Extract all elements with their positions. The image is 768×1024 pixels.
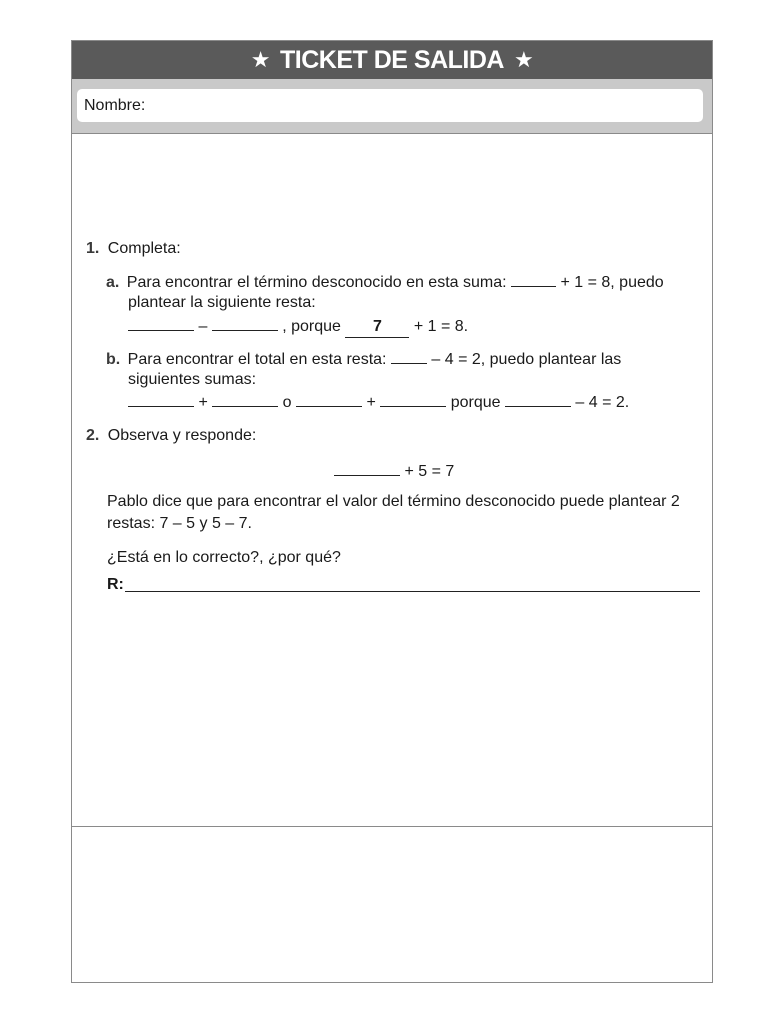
item-1b-line2: siguientes sumas: (128, 371, 257, 388)
ticket-title: TICKET DE SALIDA (280, 45, 504, 74)
given-value: 7 (345, 317, 409, 338)
answer-blank[interactable] (128, 315, 194, 331)
item-text: – 4 = 2, puedo plantear las (426, 351, 622, 368)
bottom-blank-area (72, 827, 712, 982)
answer-blank[interactable] (505, 391, 571, 407)
item-text: o (278, 394, 297, 411)
answer-blank[interactable] (334, 460, 400, 476)
answer-blank[interactable] (128, 391, 194, 407)
item-text: + (362, 394, 381, 411)
name-label: Nombre: (84, 96, 146, 114)
name-field[interactable] (77, 89, 703, 122)
item-letter: b. (106, 351, 121, 368)
item-text: + (194, 394, 213, 411)
question-number: 1. (86, 240, 100, 257)
item-text: – 4 = 2. (570, 394, 630, 411)
answer-blank[interactable] (380, 391, 446, 407)
item-text: Para encontrar el término desconocido en esta suma: (126, 274, 512, 291)
answer-blank[interactable] (296, 391, 362, 407)
question-prompt: Completa: (107, 240, 181, 257)
item-1b-line3 (128, 391, 629, 413)
statement-line-1: Pablo dice que para encontrar el valor del término desconocido puede plantear 2 (107, 493, 680, 510)
item-text: + 1 = 8, puedo (556, 274, 664, 291)
questions-area (72, 134, 712, 827)
answer-line[interactable] (125, 591, 700, 592)
ticket-header (72, 41, 712, 79)
item-text: porque (446, 394, 505, 411)
statement-line-2: restas: 7 – 5 y 5 – 7. (107, 515, 252, 532)
answer-blank[interactable] (391, 348, 427, 364)
star-icon: ★ (250, 47, 271, 72)
item-text: , porque (277, 318, 346, 335)
name-band (72, 79, 712, 134)
item-1a-line1 (106, 271, 664, 293)
item-1a-line2: plantear la siguiente resta: (128, 294, 316, 311)
item-text: Para encontrar el total en esta resta: (127, 351, 391, 368)
question-text: ¿Está en lo correcto?, ¿por qué? (107, 549, 341, 566)
item-1a-line3 (128, 315, 468, 338)
question-1-header (86, 239, 181, 259)
question-number: 2. (86, 427, 100, 444)
item-1b-line1 (106, 348, 621, 370)
question-prompt: Observa y responde: (107, 427, 257, 444)
answer-label: R: (107, 576, 124, 593)
answer-blank[interactable] (212, 391, 278, 407)
question-2-header (86, 426, 256, 446)
answer-blank[interactable] (511, 271, 556, 287)
answer-blank[interactable] (212, 315, 278, 331)
exit-ticket-sheet (71, 40, 713, 983)
equation (334, 460, 454, 482)
item-text: + 1 = 8. (409, 318, 469, 335)
item-letter: a. (106, 274, 120, 291)
star-icon: ★ (513, 47, 534, 72)
item-text: – (194, 318, 212, 335)
equation-text: + 5 = 7 (400, 463, 455, 480)
